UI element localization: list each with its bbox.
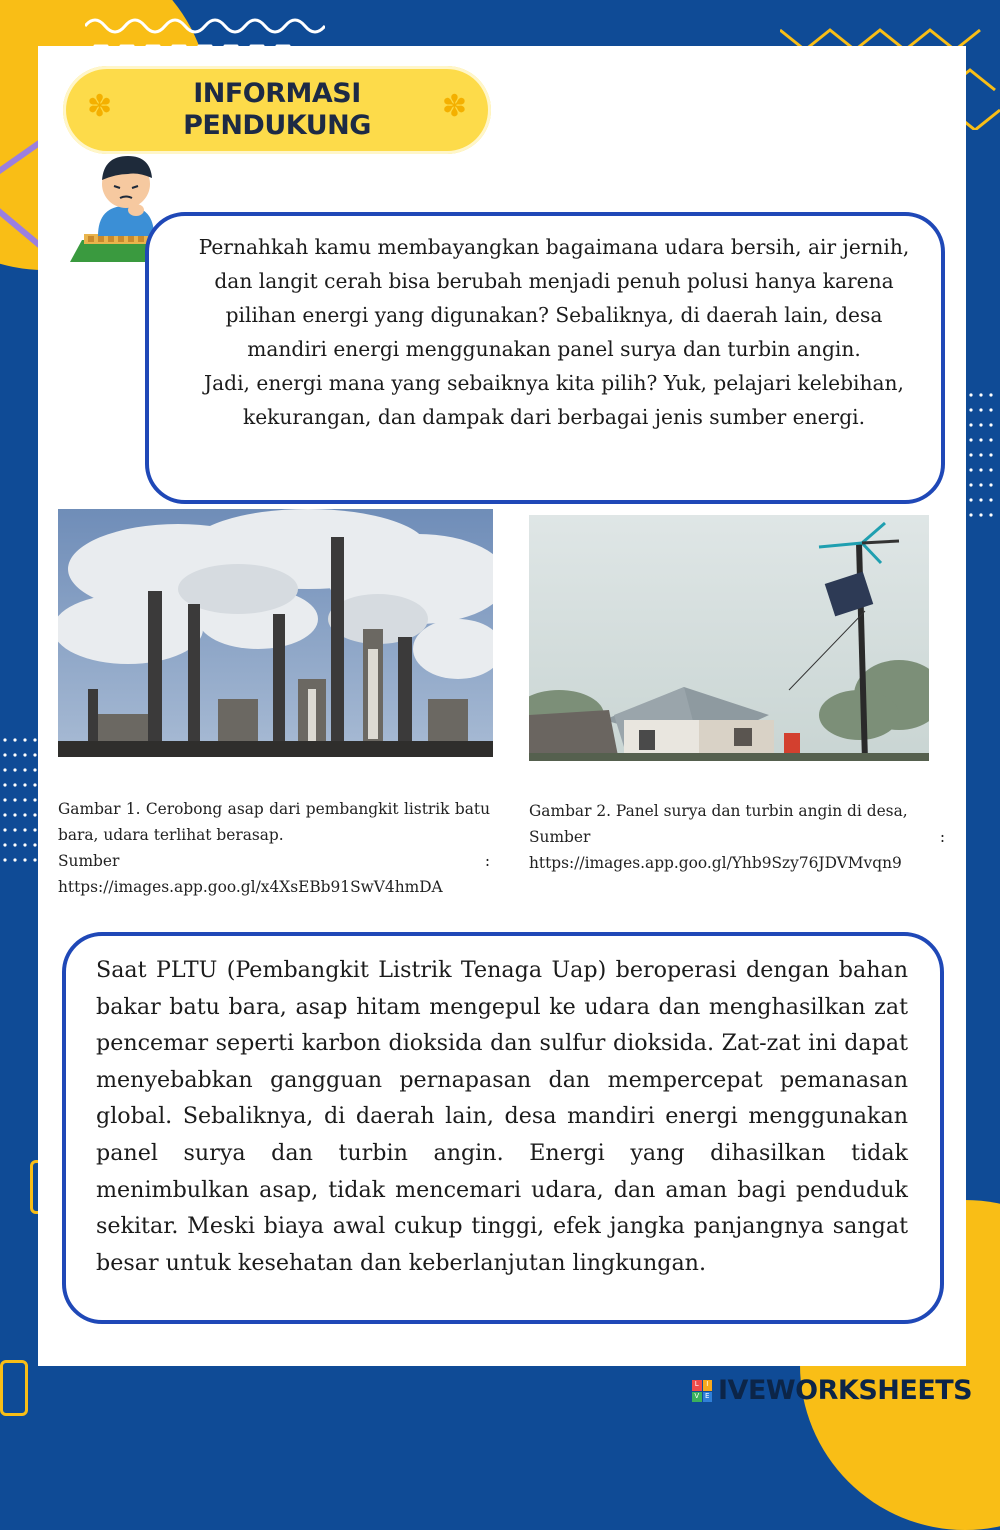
figure-2-source-colon: : <box>939 828 945 846</box>
title-line-2: PENDUKUNG <box>183 110 371 141</box>
logo-letter: L <box>692 1380 702 1391</box>
intro-paragraph-1: Pernahkah kamu membayangkan bagaimana udara bersih, air jernih, dan langit cerah bisa berubah menjadi penuh polusi hanya karena pilihan energi yang digunakan? Sebaliknya, di daerah lain, desa mandiri energi menggunakan panel surya dan turbin angin. <box>198 235 910 361</box>
logo-letter: V <box>692 1392 702 1403</box>
figure-2-source-url: https://images.app.goo.gl/Yhb9Szy76JDVMvqn9 <box>529 854 902 872</box>
logo-letter: E <box>703 1392 713 1403</box>
photo-solar-wind-village <box>529 515 929 761</box>
figure-2-source-label: Sumber <box>529 828 591 846</box>
photo-coal-power-plant <box>58 509 493 757</box>
title-banner <box>63 66 491 154</box>
figure-1-source-url: https://images.app.goo.gl/x4XsEBb91SwV4hmDA <box>58 878 443 896</box>
figure-1-source-label: Sumber <box>58 852 120 870</box>
figure-1-caption <box>58 796 490 900</box>
intro-paragraph-2: Jadi, energi mana yang sebaiknya kita pilih? Yuk, pelajari kelebihan, kekurangan, dan dampak dari berbagai jenis sumber energi. <box>204 371 904 429</box>
dots-pattern-right <box>966 390 1000 520</box>
yellow-outline-rect-left <box>0 1360 28 1416</box>
dots-pattern-left <box>0 735 38 865</box>
logo-text: IVEWORKSHEETS <box>718 1375 973 1406</box>
liveworksheets-logo <box>692 1376 972 1406</box>
title-line-1: INFORMASI <box>193 78 361 109</box>
figure-2-caption-text: Gambar 2. Panel surya dan turbin angin di desa, <box>529 802 908 820</box>
figure-2-caption <box>529 798 945 876</box>
flower-icon: ✽ <box>441 89 467 124</box>
main-text-box <box>62 932 944 1324</box>
page-title <box>63 78 491 142</box>
main-paragraph: Saat PLTU (Pembangkit Listrik Tenaga Uap) beroperasi dengan bahan bakar batu bara, asap hitam mengepul ke udara dan menghasilkan zat pencemar seperti karbon dioksida dan sulfur dioksida. Zat-zat ini dapat menyebabkan gangguan pernapasan dan mempercepat pemanasan global. Sebaliknya, di daerah lain, desa mandiri energi menggunakan panel surya dan turbin angin. Energi yang dihasilkan tidak menimbulkan asap, tidak mencemari udara, dan aman bagi penduduk sekitar. Meski biaya awal cukup tinggi, efek jangka panjangnya sangat besar untuk kesehatan dan keberlanjutan lingkungan. <box>96 957 908 1276</box>
figure-1-source-colon: : <box>484 852 490 870</box>
logo-letter-grid <box>692 1380 712 1402</box>
flower-icon: ✽ <box>87 89 113 124</box>
logo-letter: I <box>703 1380 713 1391</box>
figure-1-caption-text: Gambar 1. Cerobong asap dari pembangkit listrik batu bara, udara terlihat berasap. <box>58 800 490 844</box>
intro-text-box <box>145 212 945 504</box>
